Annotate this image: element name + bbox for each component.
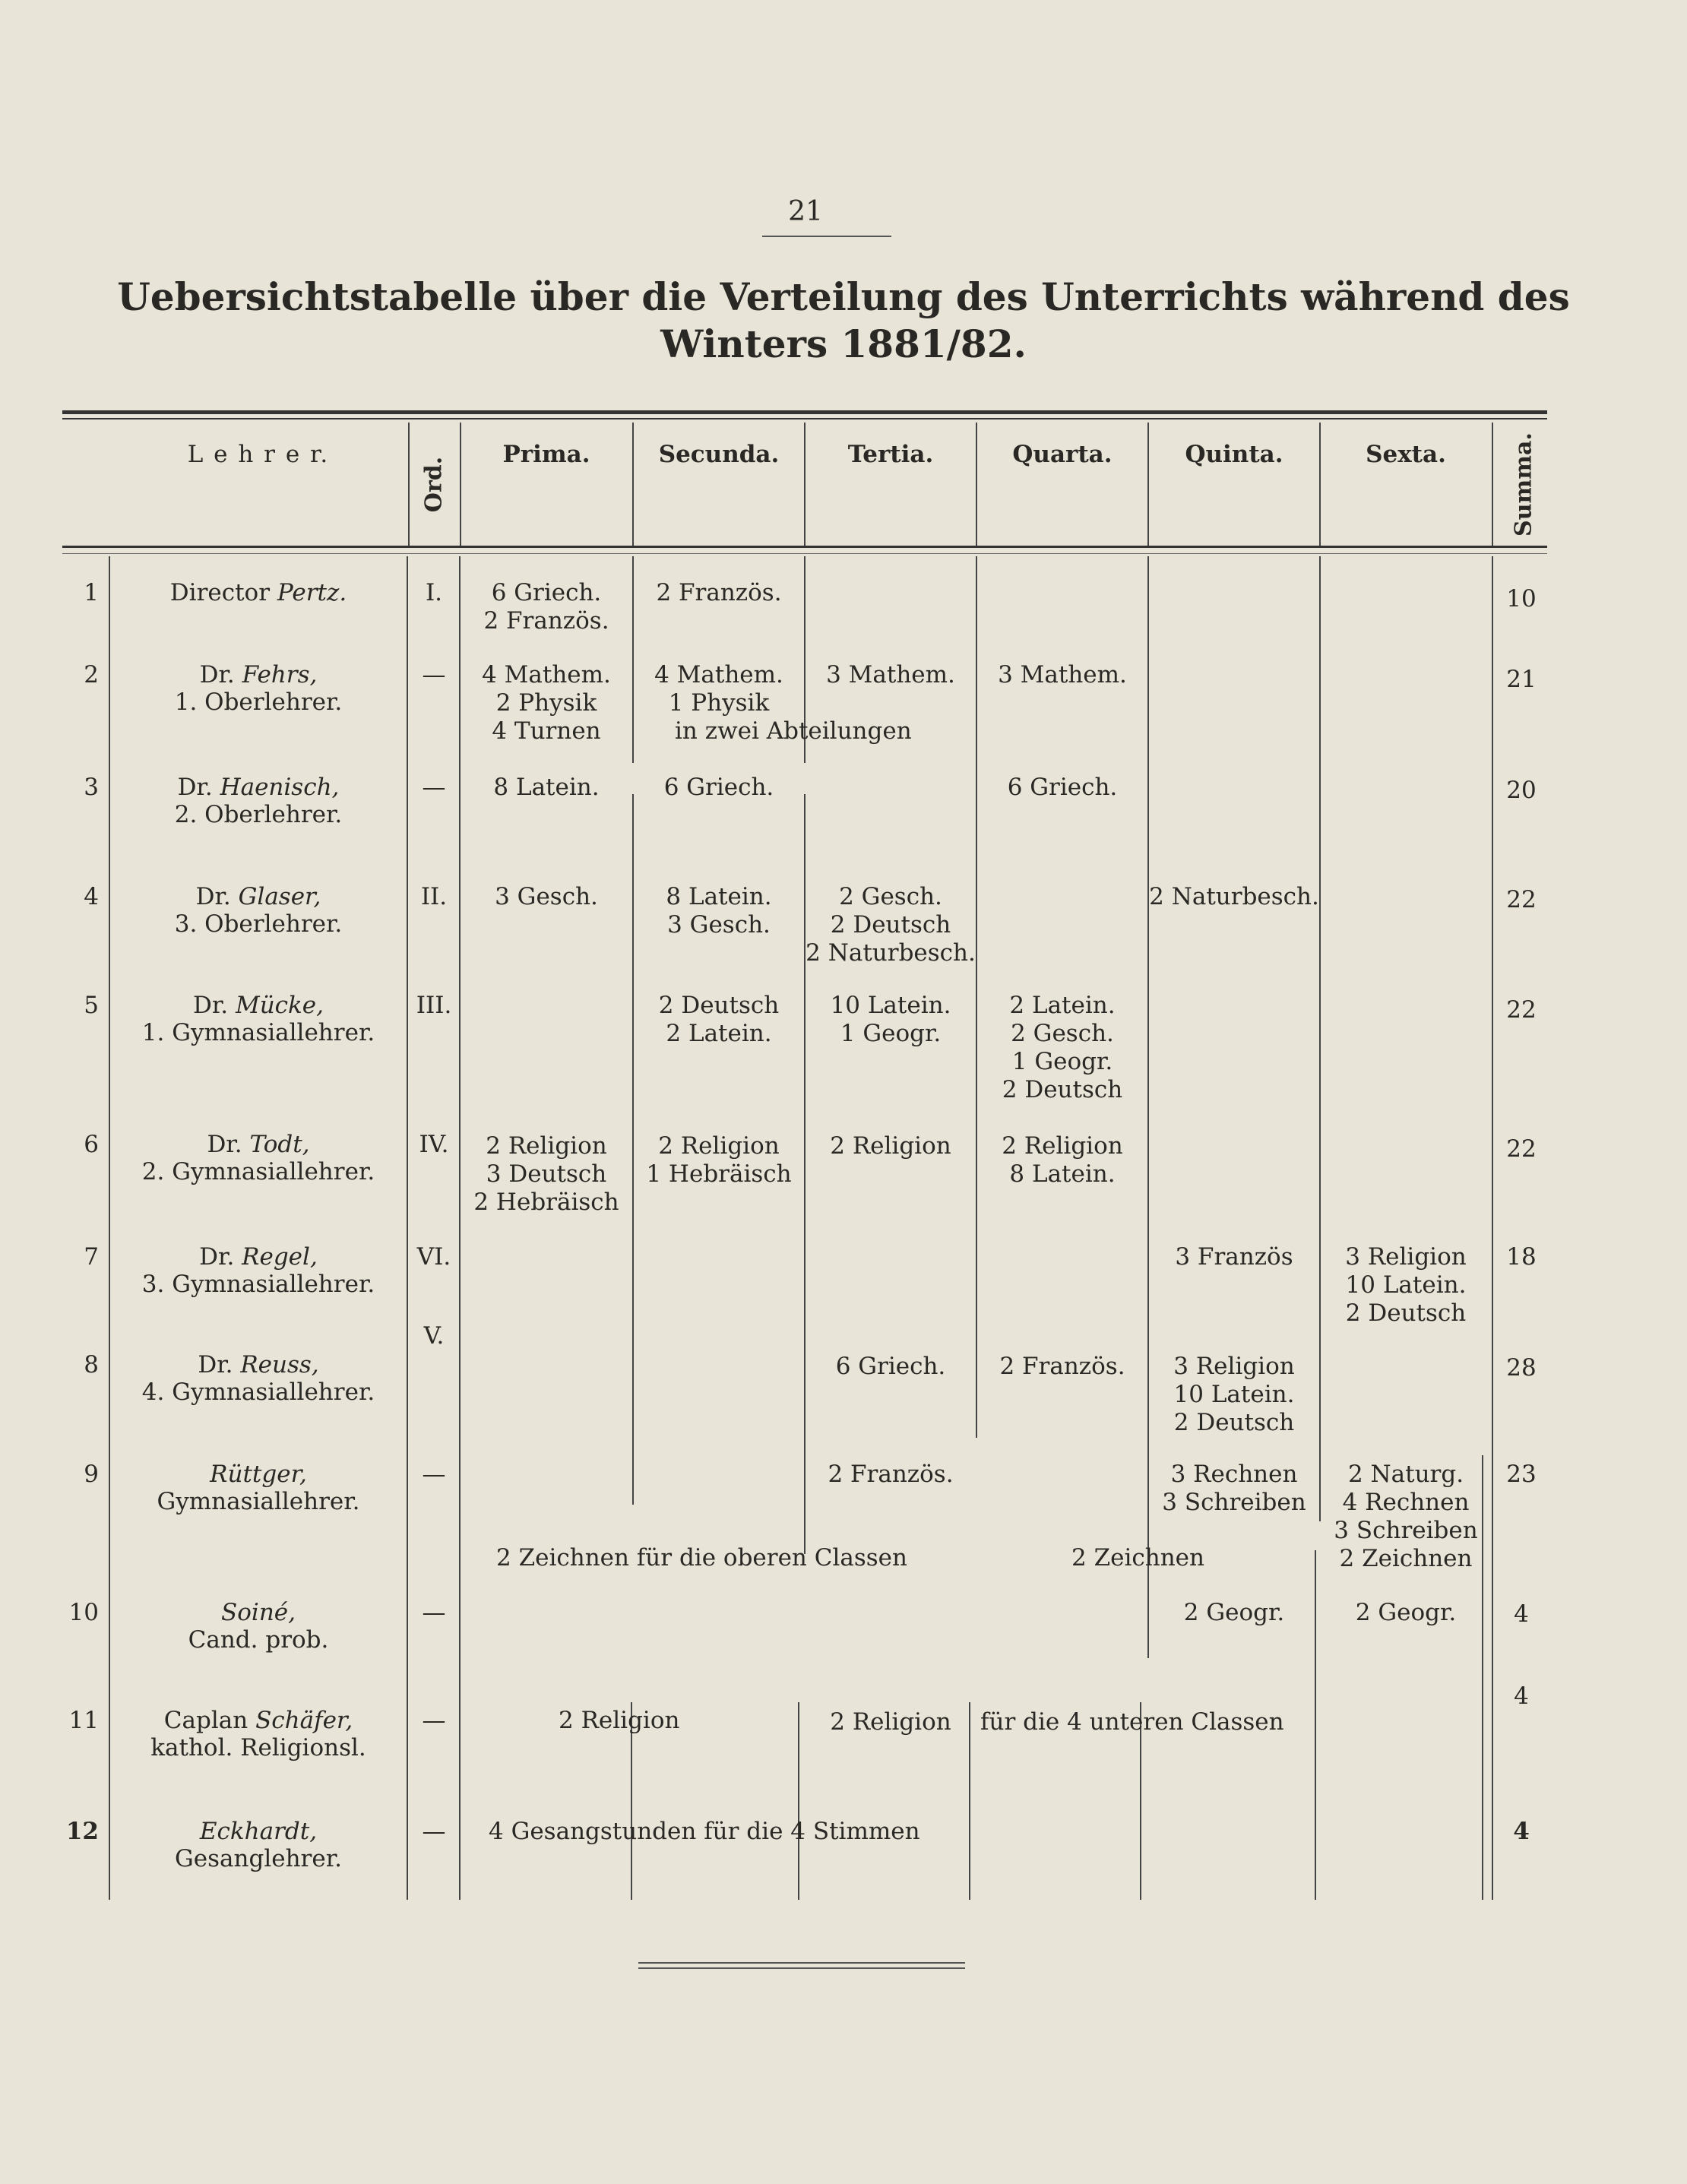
lesson: 6 Griech. [663, 774, 774, 801]
teacher-title: Dr. [177, 774, 213, 801]
ordinariat: — [422, 1461, 446, 1488]
cell-prima [461, 579, 631, 635]
lesson: 2 Geogr. [1355, 1599, 1457, 1626]
lesson: 3 Mathem. [998, 661, 1127, 688]
ordinariat: — [422, 1599, 446, 1626]
teacher-title: Dr. [192, 992, 229, 1019]
row-summa: 28 [1506, 1354, 1537, 1382]
lesson: 3 Gesch. [495, 883, 598, 910]
teacher-role: 3. Gymnasiallehrer. [141, 1271, 375, 1298]
cell-quarta [977, 1353, 1147, 1381]
teacher-role: 1. Gymnasiallehrer. [141, 1019, 375, 1046]
lesson: 10 Latein. [1345, 1271, 1467, 1299]
ordinariat: V. [423, 1322, 445, 1350]
teacher-surname: Rüttger, [210, 1461, 307, 1488]
cell-quarta [977, 661, 1147, 689]
lesson: 2 Latein. [1009, 992, 1116, 1019]
lesson: 1 Geogr. [1011, 1048, 1113, 1075]
cell-secunda [634, 661, 804, 717]
header-bottom-rule-thin [62, 553, 1547, 554]
cell-secunda [634, 883, 804, 939]
lesson: 2 Latein. [666, 1020, 772, 1047]
row-number: 5 [84, 992, 99, 1019]
body-divider [109, 556, 110, 1900]
header-secunda: Secunda. [658, 441, 780, 468]
lesson: 2 Geogr. [1183, 1599, 1285, 1626]
lesson: 4 Mathem. [654, 661, 783, 688]
row-number: 4 [84, 883, 99, 910]
page-title [106, 274, 1581, 368]
lesson: 2 Physik [495, 689, 597, 717]
lesson: 2 Zeichnen [1339, 1545, 1473, 1572]
cell-prima [461, 661, 631, 745]
header-sexta: Sexta. [1366, 441, 1446, 468]
teacher-role: 1. Oberlehrer. [174, 688, 343, 716]
lesson: 3 Französ [1175, 1243, 1293, 1271]
cell-tertia [806, 1461, 976, 1489]
cell-tertia [806, 661, 976, 689]
spanning-note: 2 Religion [559, 1707, 680, 1734]
cell-prima [461, 883, 631, 911]
lesson: 2 Französ. [483, 607, 609, 635]
lesson: 6 Griech. [491, 579, 602, 606]
row-summa: 21 [1506, 666, 1537, 693]
cell-quinta [1149, 1461, 1319, 1517]
lesson: 2 Französ. [999, 1353, 1125, 1380]
body-divider [407, 556, 408, 1900]
teacher-surname: Glaser, [238, 883, 321, 910]
teacher-title: Dr. [199, 661, 235, 688]
cell-sexta [1321, 1243, 1491, 1328]
table-top-rule-thick [62, 410, 1547, 414]
row-summa: 22 [1506, 886, 1537, 913]
teacher-surname: Fehrs, [242, 661, 318, 688]
header-divider [408, 423, 410, 546]
row-number: 8 [84, 1351, 99, 1378]
ordinariat: — [422, 1707, 446, 1734]
lesson: 8 Latein. [1009, 1160, 1116, 1188]
lesson: 2 Religion [658, 1132, 780, 1160]
header-quarta: Quarta. [1012, 441, 1113, 468]
teacher-surname: Mücke, [235, 992, 324, 1019]
lesson: 2 Französ. [656, 579, 782, 606]
bottom-rule [638, 1962, 965, 1964]
header-tertia: Tertia. [847, 441, 934, 468]
teacher-title: Dr. [198, 1351, 233, 1378]
teacher-name [114, 774, 403, 828]
row-number: 11 [68, 1707, 99, 1734]
cell-prima [461, 774, 631, 802]
lesson: 3 Deutsch [486, 1160, 607, 1188]
row-summa: 22 [1506, 996, 1537, 1024]
teacher-role: 3. Oberlehrer. [174, 910, 343, 938]
header-ord: Ord. [420, 456, 448, 513]
lesson: 2 Deutsch [1345, 1299, 1467, 1327]
teacher-role: 2. Gymnasiallehrer. [141, 1158, 375, 1185]
teacher-name [114, 1243, 403, 1298]
lesson: 2 Naturbesch. [806, 939, 976, 967]
cell-quarta [977, 774, 1147, 802]
cell-tertia [806, 1353, 976, 1381]
row-number: 9 [84, 1461, 99, 1488]
row-number: 1 [84, 579, 99, 606]
lesson: 3 Schreiben [1162, 1489, 1306, 1516]
spanning-note: 2 Zeichnen [1071, 1544, 1204, 1572]
lesson: 3 Schreiben [1334, 1517, 1478, 1544]
cell-quinta [1149, 1243, 1319, 1271]
ordinariat: — [422, 1818, 446, 1845]
row-number: 7 [84, 1243, 99, 1271]
teacher-name [114, 661, 403, 716]
teacher-name [114, 579, 403, 606]
lesson: 2 Deutsch [658, 992, 780, 1019]
lesson: 2 Hebräisch [473, 1189, 619, 1216]
cell-sexta [1321, 1461, 1491, 1573]
title-line-1: Uebersichtstabelle über die Verteilung des Unterrichts während des [117, 274, 1570, 319]
teacher-name [114, 1131, 403, 1185]
lesson: 4 Mathem. [482, 661, 611, 688]
teacher-title: Director [169, 579, 271, 606]
cell-quinta [1149, 1353, 1319, 1437]
teacher-surname: Todt, [249, 1131, 310, 1158]
header-lehrer: L e h r e r. [187, 441, 330, 468]
lesson: 2 Deutsch [1002, 1076, 1123, 1103]
cell-secunda [634, 579, 804, 607]
row-number: 3 [84, 774, 99, 801]
page-number: 21 [788, 196, 823, 227]
teacher-surname: Reuss, [240, 1351, 319, 1378]
spanning-note: für die 4 unteren Classen [980, 1708, 1284, 1736]
lesson: 3 Gesch. [667, 911, 771, 938]
cell-tertia [806, 1708, 976, 1736]
teacher-title: Dr. [199, 1243, 235, 1271]
teacher-role: 2. Oberlehrer. [174, 801, 343, 828]
row-number: 12 [65, 1818, 99, 1845]
row-summa: 4 [1514, 1682, 1529, 1710]
body-divider [798, 1702, 799, 1900]
teacher-role: Gymnasiallehrer. [157, 1488, 360, 1515]
ordinariat: IV. [419, 1131, 449, 1158]
teacher-name [114, 1707, 403, 1761]
lesson: 1 Physik [668, 689, 770, 717]
row-number: 2 [84, 661, 99, 688]
teacher-role: Gesanglehrer. [175, 1845, 342, 1872]
lesson: 8 Latein. [493, 774, 600, 801]
lesson: 2 Religion [486, 1132, 607, 1160]
teacher-surname: Haenisch, [220, 774, 340, 801]
lesson: 2 Gesch. [839, 883, 942, 910]
spanning-note: in zwei Abteilungen [675, 717, 912, 745]
teacher-surname: Regel, [242, 1243, 318, 1271]
lesson: 1 Hebräisch [646, 1160, 792, 1188]
lesson: 10 Latein. [830, 992, 951, 1019]
header-prima: Prima. [502, 441, 590, 468]
cell-sexta [1321, 1599, 1491, 1627]
ordinariat: I. [425, 579, 443, 606]
row-summa: 23 [1506, 1461, 1537, 1488]
row-summa: 22 [1506, 1135, 1537, 1163]
lesson: 2 Gesch. [1011, 1020, 1114, 1047]
row-summa: 18 [1506, 1243, 1537, 1271]
header-summa: Summa. [1510, 432, 1537, 537]
page-number-rule [762, 236, 891, 237]
teacher-surname: Pertz. [277, 579, 347, 606]
lesson: 2 Französ. [828, 1461, 954, 1488]
ordinariat: II. [420, 883, 448, 910]
lesson: 3 Mathem. [826, 661, 955, 688]
body-divider [459, 556, 461, 1900]
ordinariat: — [422, 774, 446, 801]
lesson: 1 Geogr. [840, 1020, 942, 1047]
teacher-surname: Schäfer, [255, 1707, 353, 1734]
row-number: 10 [68, 1599, 99, 1626]
header-bottom-rule [62, 546, 1547, 548]
lesson: 6 Griech. [1007, 774, 1118, 801]
header-divider [1492, 423, 1493, 546]
teacher-role: 4. Gymnasiallehrer. [141, 1378, 375, 1406]
cell-quinta [1149, 1599, 1319, 1627]
teacher-role: kathol. Religionsl. [150, 1734, 366, 1761]
spanning-note: 2 Zeichnen für die oberen Classen [496, 1544, 907, 1572]
cell-secunda [634, 1132, 804, 1189]
row-summa: 20 [1506, 777, 1537, 804]
lesson: 10 Latein. [1173, 1381, 1295, 1408]
cell-quinta [1149, 883, 1319, 911]
row-number: 6 [84, 1131, 99, 1158]
teacher-name [114, 1351, 403, 1406]
lesson: 6 Griech. [835, 1353, 946, 1380]
lesson: 2 Deutsch [1173, 1409, 1295, 1436]
lesson: 2 Religion [1002, 1132, 1123, 1160]
teacher-title: Dr. [207, 1131, 242, 1158]
table-top-rule-thin [62, 418, 1547, 419]
teacher-title: Dr. [195, 883, 231, 910]
ordinariat: III. [416, 992, 452, 1019]
teacher-role: Cand. prob. [188, 1626, 329, 1654]
cell-secunda [634, 992, 804, 1048]
body-divider [1319, 556, 1321, 1521]
row-summa: 4 [1513, 1818, 1530, 1845]
cell-tertia [806, 883, 976, 967]
lesson: 3 Religion [1345, 1243, 1467, 1271]
teacher-name [114, 1818, 403, 1872]
lesson: 4 Turnen [492, 717, 601, 745]
lesson: 2 Religion [830, 1132, 951, 1160]
row-summa: 10 [1506, 585, 1537, 612]
teacher-surname: Soiné, [221, 1599, 296, 1626]
teacher-name [114, 1599, 403, 1654]
bottom-rule [638, 1967, 965, 1969]
cell-prima [461, 1132, 631, 1217]
ordinariat: — [422, 661, 446, 688]
teacher-title: Caplan [163, 1707, 248, 1734]
lesson: 2 Naturg. [1347, 1461, 1464, 1488]
lesson: 3 Religion [1173, 1353, 1295, 1380]
title-line-2: Winters 1881/82. [660, 321, 1027, 366]
lesson: 8 Latein. [666, 883, 772, 910]
spanning-note: 4 Gesangstunden für die 4 Stimmen [489, 1818, 920, 1845]
cell-secunda [634, 774, 804, 802]
header-quinta: Quinta. [1185, 441, 1283, 468]
cell-tertia [806, 992, 976, 1048]
teacher-name [114, 1461, 403, 1515]
cell-quarta [977, 992, 1147, 1104]
cell-tertia [806, 1132, 976, 1160]
lesson: 4 Rechnen [1342, 1489, 1470, 1516]
teacher-surname: Eckhardt, [199, 1818, 318, 1845]
lesson: 2 Religion [830, 1708, 951, 1736]
lesson: 2 Deutsch [830, 911, 951, 938]
teacher-name [114, 992, 403, 1046]
cell-quarta [977, 1132, 1147, 1189]
row-summa: 4 [1514, 1600, 1529, 1628]
lesson: 2 Naturbesch. [1149, 883, 1319, 910]
teacher-name [114, 883, 403, 938]
lesson: 3 Rechnen [1170, 1461, 1298, 1488]
ordinariat: VI. [416, 1243, 451, 1271]
